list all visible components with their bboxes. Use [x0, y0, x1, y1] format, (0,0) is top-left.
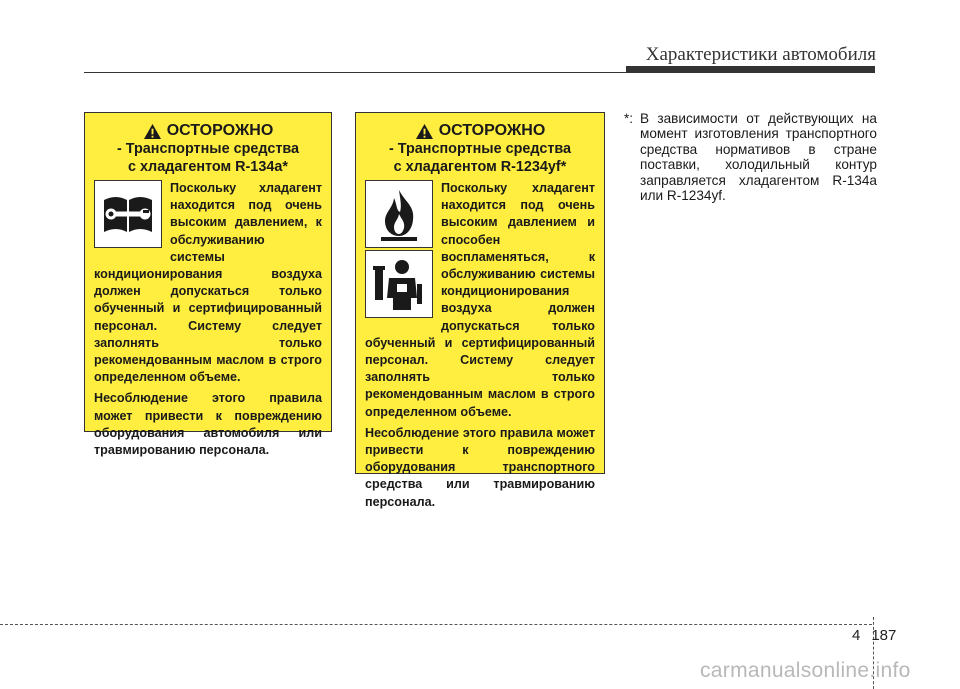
- warning-subtitle-line1: - Транспортные средства: [116, 141, 300, 157]
- warning-body: [85, 176, 331, 459]
- service-manual-icon: [98, 184, 158, 244]
- page-number: [852, 627, 896, 644]
- warning-heading-text: ОСТОРОЖНО: [166, 122, 274, 139]
- warning-subtitle-line2: с хладагентом R-134a*: [128, 159, 288, 175]
- warning-body: [356, 176, 604, 511]
- watermark-text: carmanualsonline.info: [700, 659, 911, 682]
- warning-triangle-icon: [143, 123, 162, 140]
- warning-box-r134a: [84, 112, 332, 458]
- header-rule-thick: [626, 66, 875, 73]
- trained-technician-icon: [369, 254, 429, 314]
- footnote: [624, 111, 877, 203]
- warning-heading-text: ОСТОРОЖНО: [438, 122, 546, 139]
- warning-paragraph-1: Поскольку хладагент находится под очень высоким давлением и способен воспламеняться, к обслуживанию системы кондиционирования воздуха должен допускаться только обученный и сертифицированный персонал. Систему следует заполнять только рекомендованным маслом в строго определенном объеме.: [365, 181, 595, 419]
- warning-paragraph-1: Поскольку хладагент находится под очень высоким давлением, к обслуживанию системы кондиционирования воздуха должен допускаться только обученный и сертифицированный персонал. Систему следует заполнять только рекомендованным маслом в строго определенном объеме.: [94, 181, 322, 385]
- footnote-text: В зависимости от действующих на момент изготовления транспортного средства нормативов в стране поставки, холодильный контур заправляется хладагентом R-134a или R-1234yf.: [640, 111, 877, 204]
- warning-paragraph-2: Несоблюдение этого правила может привести к повреждению оборудования транспортного средства или травмированию персонала.: [365, 425, 595, 509]
- flammable-fire-icon: [369, 184, 429, 244]
- warning-box-r1234yf: [355, 112, 605, 509]
- technician-icon-frame: [365, 250, 433, 318]
- warning-subtitle-line1: - Транспортные средства: [388, 141, 572, 157]
- warning-heading: [356, 113, 604, 140]
- service-manual-icon-frame: [94, 180, 162, 248]
- warning-paragraph-2: Несоблюдение этого правила может привести к повреждению оборудования автомобиля или травмированию персонала.: [94, 391, 322, 458]
- warning-subtitle-line2: с хладагентом R-1234yf*: [393, 159, 567, 175]
- page-number-value: 187: [871, 627, 897, 644]
- warning-heading: [85, 113, 331, 140]
- page-header-title: Характеристики автомобиля: [645, 44, 876, 65]
- flammable-icon-frame: [365, 180, 433, 248]
- footnote-marker: *:: [624, 111, 634, 126]
- chapter-number: 4: [852, 627, 861, 644]
- footer-rule: [0, 624, 872, 625]
- warning-triangle-icon: [415, 123, 434, 140]
